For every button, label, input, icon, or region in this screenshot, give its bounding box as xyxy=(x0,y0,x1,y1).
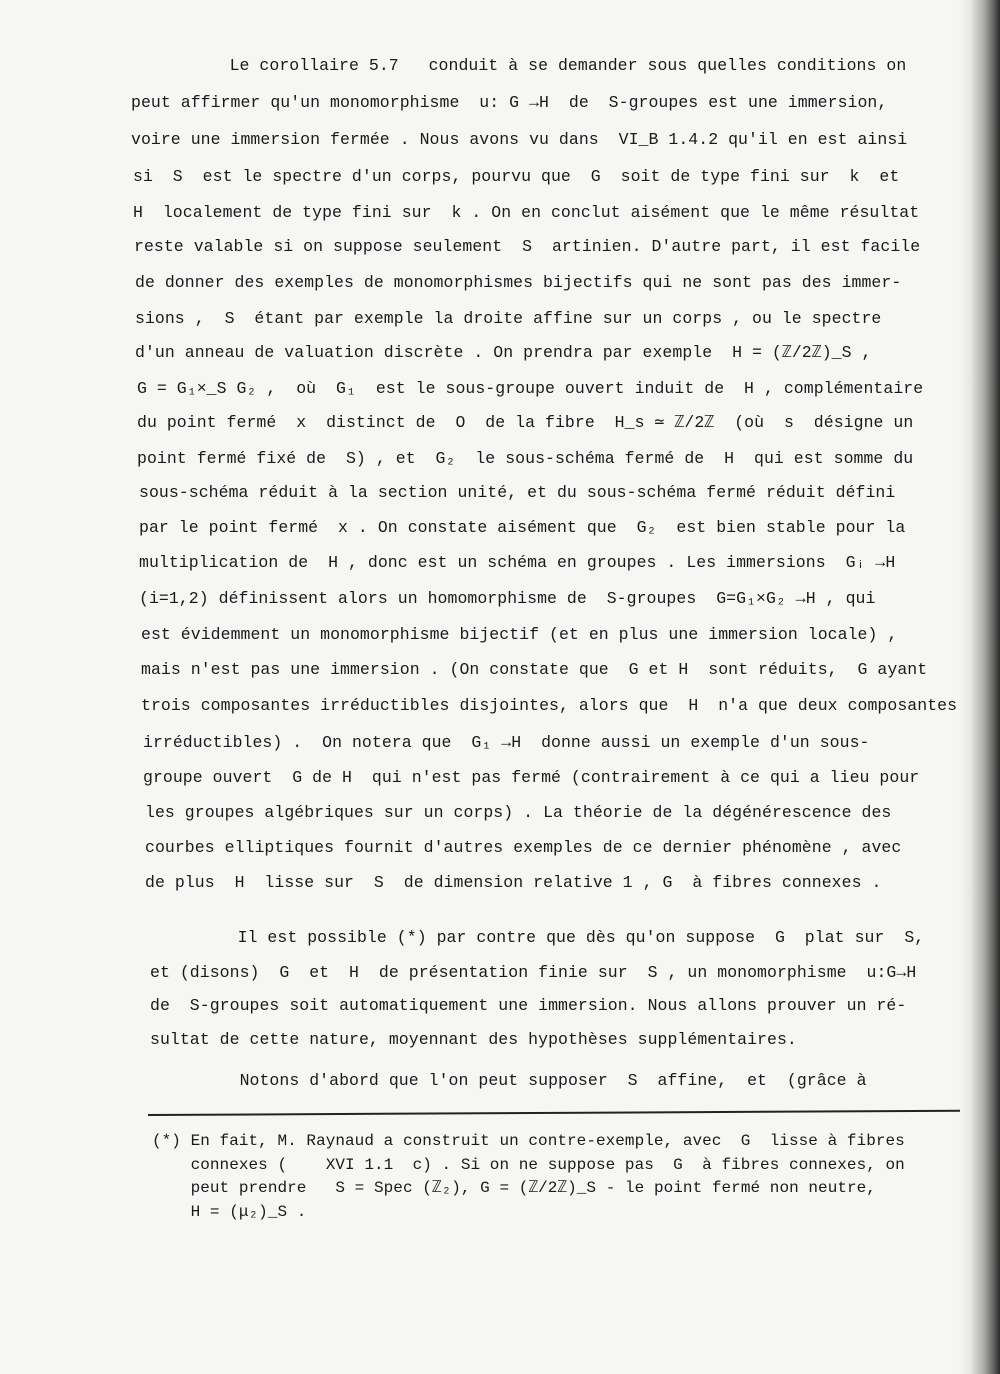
footnote-line: (*) En fait, M. Raynaud a construit un contre-exemple, avec G lisse à fibres xyxy=(152,1132,905,1150)
text-line: d'un anneau de valuation discrète . On prendra par exemple H = (ℤ/2ℤ)_S , xyxy=(135,343,872,362)
text-line: irréductibles) . On notera que G₁ →H donne aussi un exemple d'un sous- xyxy=(143,733,870,752)
text-line: trois composantes irréductibles disjointes, alors que H n'a que deux composantes xyxy=(141,696,958,715)
text-line: groupe ouvert G de H qui n'est pas fermé (contrairement à ce qui a lieu pour xyxy=(143,768,920,787)
text-line: voire une immersion fermée . Nous avons vu dans VI_B 1.4.2 qu'il en est ainsi xyxy=(131,130,908,149)
text-line: mais n'est pas une immersion . (On constate que G et H sont réduits, G ayant xyxy=(141,660,928,679)
text-line: de plus H lisse sur S de dimension relative 1 , G à fibres connexes . xyxy=(145,873,882,892)
footnote-line: connexes ( XVI 1.1 c) . Si on ne suppose pas G à fibres connexes, on xyxy=(152,1156,905,1174)
text-line: (i=1,2) définissent alors un homomorphisme de S-groupes G=G₁×G₂ →H , qui xyxy=(139,589,876,608)
binding-shadow xyxy=(958,0,1000,1374)
text-line: courbes elliptiques fournit d'autres exemples de ce dernier phénomène , avec xyxy=(145,838,902,857)
text-line: sultat de cette nature, moyennant des hypothèses supplémentaires. xyxy=(150,1030,797,1049)
text-line: de S-groupes soit automatiquement une immersion. Nous allons prouver un ré- xyxy=(150,996,907,1015)
text-line: du point fermé x distinct de O de la fibre H_s ≃ ℤ/2ℤ (où s désigne un xyxy=(137,413,914,432)
text-line: G = G₁×_S G₂ , où G₁ est le sous-groupe ouvert induit de H , complémentaire xyxy=(137,379,924,398)
text-line: de donner des exemples de monomorphismes bijectifs qui ne sont pas des immer- xyxy=(135,273,902,292)
text-line: Notons d'abord que l'on peut supposer S affine, et (grâce à xyxy=(150,1071,867,1090)
text-line: peut affirmer qu'un monomorphisme u: G →H de S-groupes est une immersion, xyxy=(131,93,888,112)
text-line: point fermé fixé de S) , et G₂ le sous-schéma fermé de H qui est somme du xyxy=(137,449,914,468)
text-line: Il est possible (*) par contre que dès qu'on suppose G plat sur S, xyxy=(148,928,925,947)
text-line: les groupes algébriques sur un corps) . La théorie de la dégénérescence des xyxy=(145,803,892,822)
footnote-line: peut prendre S = Spec (ℤ₂), G = (ℤ/2ℤ)_S - le point fermé non neutre, xyxy=(152,1179,876,1197)
text-line: Le corollaire 5.7 conduit à se demander sous quelles conditions on xyxy=(140,56,907,75)
text-line: et (disons) G et H de présentation finie sur S , un monomorphisme u:G→H xyxy=(150,963,917,982)
text-line: si S est le spectre d'un corps, pourvu que G soit de type fini sur k et xyxy=(133,167,900,186)
text-line: est évidemment un monomorphisme bijectif (et en plus une immersion locale) , xyxy=(141,625,898,644)
text-line: multiplication de H , donc est un schéma en groupes . Les immersions Gᵢ →H xyxy=(139,553,896,572)
footnote-line: H = (μ₂)_S . xyxy=(152,1203,307,1221)
footnote-rule xyxy=(148,1110,960,1116)
text-line: par le point fermé x . On constate aisément que G₂ est bien stable pour la xyxy=(139,518,906,537)
text-line: sions , S étant par exemple la droite affine sur un corps , ou le spectre xyxy=(135,309,882,328)
text-line: sous-schéma réduit à la section unité, et du sous-schéma fermé réduit défini xyxy=(139,483,896,502)
text-line: H localement de type fini sur k . On en conclut aisément que le même résultat xyxy=(133,203,920,222)
text-line: reste valable si on suppose seulement S artinien. D'autre part, il est facile xyxy=(134,237,921,256)
